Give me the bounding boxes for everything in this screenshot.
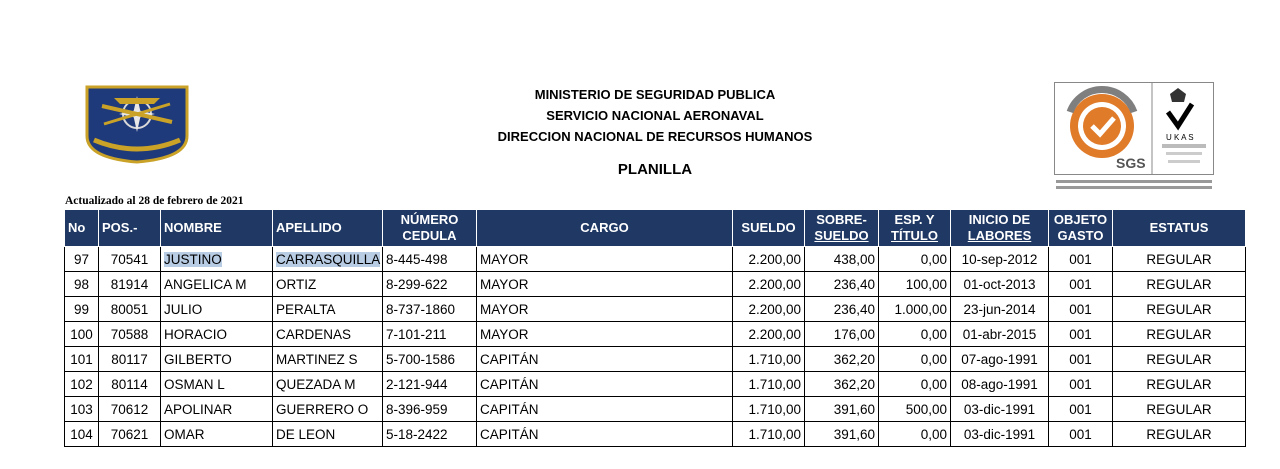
- column-header-cedula: NÚMERO CEDULA: [383, 210, 477, 247]
- cell-sueldo: 2.200,00: [733, 322, 805, 347]
- cell-cargo: CAPITÁN: [477, 422, 733, 447]
- cell-inicio-labores: 07-ago-1991: [951, 347, 1049, 372]
- sgs-ukas-certification-logo: [1054, 82, 1214, 194]
- cell-no: 104: [65, 422, 99, 447]
- cell-apellido: CARDENAS: [273, 322, 383, 347]
- cell-cedula: 7-101-211: [383, 322, 477, 347]
- cell-no: 101: [65, 347, 99, 372]
- cell-cargo: MAYOR: [477, 297, 733, 322]
- cell-esp-titulo: 0,00: [879, 347, 951, 372]
- aeronaval-emblem-logo: [84, 84, 190, 164]
- cell-cargo: MAYOR: [477, 272, 733, 297]
- svg-text:SGS: SGS: [1116, 155, 1146, 171]
- cell-inicio-labores: 10-sep-2012: [951, 247, 1049, 272]
- cell-cargo: MAYOR: [477, 322, 733, 347]
- cell-esp-titulo: 0,00: [879, 247, 951, 272]
- cell-cedula: 8-737-1860: [383, 297, 477, 322]
- cell-sueldo: 1.710,00: [733, 422, 805, 447]
- cell-apellido: DE LEON: [273, 422, 383, 447]
- cell-apellido: PERALTA: [273, 297, 383, 322]
- table-row: [65, 272, 1246, 297]
- cell-pos: 70621: [99, 422, 161, 447]
- cell-pos: 80051: [99, 297, 161, 322]
- cell-inicio-labores: 03-dic-1991: [951, 422, 1049, 447]
- column-header-nombre: NOMBRE: [161, 210, 273, 247]
- column-header-cargo: CARGO: [477, 210, 733, 247]
- table-row: [65, 347, 1246, 372]
- cell-no: 97: [65, 247, 99, 272]
- cell-sobresueldo: 391,60: [805, 397, 879, 422]
- cell-estatus: REGULAR: [1113, 347, 1246, 372]
- updated-date-note: Actualizado al 28 de febrero de 2021: [65, 195, 244, 207]
- cell-sobresueldo: 236,40: [805, 272, 879, 297]
- cell-cedula: 5-700-1586: [383, 347, 477, 372]
- cell-objeto-gasto: 001: [1049, 422, 1113, 447]
- cell-apellido: QUEZADA M: [273, 372, 383, 397]
- table-row: [65, 422, 1246, 447]
- cell-nombre: OMAR: [161, 422, 273, 447]
- table-header-row: [65, 210, 1246, 247]
- cell-inicio-labores: 01-abr-2015: [951, 322, 1049, 347]
- cell-estatus: REGULAR: [1113, 272, 1246, 297]
- column-header-sobresueldo: SOBRE- SUELDO: [805, 210, 879, 247]
- cell-estatus: REGULAR: [1113, 422, 1246, 447]
- cell-cedula: 2-121-944: [383, 372, 477, 397]
- column-header-apellido: APELLIDO: [273, 210, 383, 247]
- cell-sueldo: 2.200,00: [733, 247, 805, 272]
- column-header-no: No: [65, 210, 99, 247]
- cell-inicio-labores: 01-oct-2013: [951, 272, 1049, 297]
- cell-sobresueldo: 176,00: [805, 322, 879, 347]
- ministry-title: MINISTERIO DE SEGURIDAD PUBLICA: [534, 87, 776, 102]
- service-title: SERVICIO NACIONAL AERONAVAL: [546, 108, 764, 123]
- cell-apellido: ORTIZ: [273, 272, 383, 297]
- cell-sueldo: 2.200,00: [733, 297, 805, 322]
- cell-no: 98: [65, 272, 99, 297]
- cell-inicio-labores: 23-jun-2014: [951, 297, 1049, 322]
- cell-nombre: JULIO: [161, 297, 273, 322]
- cell-pos: 70612: [99, 397, 161, 422]
- cell-sobresueldo: 391,60: [805, 422, 879, 447]
- table-row: [65, 297, 1246, 322]
- cell-sobresueldo: 362,20: [805, 347, 879, 372]
- cell-esp-titulo: 1.000,00: [879, 297, 951, 322]
- cell-objeto-gasto: 001: [1049, 272, 1113, 297]
- cell-nombre: [161, 247, 273, 272]
- cell-nombre: HORACIO: [161, 322, 273, 347]
- column-header-estatus: ESTATUS: [1113, 210, 1246, 247]
- cell-objeto-gasto: 001: [1049, 372, 1113, 397]
- directorate-title: DIRECCION NACIONAL DE RECURSOS HUMANOS: [497, 129, 813, 144]
- cell-apellido: GUERRERO O: [273, 397, 383, 422]
- column-header-inicio-labores: INICIO DE LABORES: [951, 210, 1049, 247]
- cell-pos: 80114: [99, 372, 161, 397]
- cell-objeto-gasto: 001: [1049, 247, 1113, 272]
- cell-nombre: OSMAN L: [161, 372, 273, 397]
- cell-sueldo: 2.200,00: [733, 272, 805, 297]
- cell-estatus: REGULAR: [1113, 297, 1246, 322]
- cell-nombre: ANGELICA M: [161, 272, 273, 297]
- cell-no: 100: [65, 322, 99, 347]
- cell-estatus: REGULAR: [1113, 322, 1246, 347]
- cell-sobresueldo: 236,40: [805, 297, 879, 322]
- cell-estatus: REGULAR: [1113, 372, 1246, 397]
- cell-objeto-gasto: 001: [1049, 397, 1113, 422]
- cell-esp-titulo: 0,00: [879, 322, 951, 347]
- cell-inicio-labores: 03-dic-1991: [951, 397, 1049, 422]
- cell-no: 102: [65, 372, 99, 397]
- cell-objeto-gasto: 001: [1049, 347, 1113, 372]
- svg-text:U K A S: U K A S: [1166, 133, 1194, 142]
- cell-cargo: CAPITÁN: [477, 397, 733, 422]
- selected-text-apellido: CARRASQUILLA: [276, 251, 381, 267]
- cell-esp-titulo: 500,00: [879, 397, 951, 422]
- cell-cargo: CAPITÁN: [477, 372, 733, 397]
- cell-no: 103: [65, 397, 99, 422]
- cell-apellido: MARTINEZ S: [273, 347, 383, 372]
- table-row: [65, 247, 1246, 272]
- cell-pos: 80117: [99, 347, 161, 372]
- page-title: PLANILLA: [617, 161, 693, 178]
- table-row: [65, 397, 1246, 422]
- cell-objeto-gasto: 001: [1049, 322, 1113, 347]
- cell-sueldo: 1.710,00: [733, 347, 805, 372]
- table-row: [65, 372, 1246, 397]
- cell-no: 99: [65, 297, 99, 322]
- cell-cedula: 5-18-2422: [383, 422, 477, 447]
- column-header-objeto-gasto: OBJETO GASTO: [1049, 210, 1113, 247]
- cell-estatus: REGULAR: [1113, 247, 1246, 272]
- cell-cargo: CAPITÁN: [477, 347, 733, 372]
- selected-text-nombre: JUSTINO: [164, 251, 222, 267]
- cell-esp-titulo: 0,00: [879, 422, 951, 447]
- cell-sobresueldo: 362,20: [805, 372, 879, 397]
- cell-esp-titulo: 100,00: [879, 272, 951, 297]
- cell-cedula: 8-299-622: [383, 272, 477, 297]
- document-header: [380, 84, 930, 180]
- cell-inicio-labores: 08-ago-1991: [951, 372, 1049, 397]
- cell-objeto-gasto: 001: [1049, 297, 1113, 322]
- table-row: [65, 322, 1246, 347]
- cell-pos: 70588: [99, 322, 161, 347]
- cell-pos: 70541: [99, 247, 161, 272]
- cell-estatus: REGULAR: [1113, 397, 1246, 422]
- column-header-sueldo: SUELDO: [733, 210, 805, 247]
- cell-cargo: MAYOR: [477, 247, 733, 272]
- cell-sueldo: 1.710,00: [733, 397, 805, 422]
- column-header-esp-titulo: ESP. Y TÍTULO: [879, 210, 951, 247]
- cell-apellido: [273, 247, 383, 272]
- cell-cedula: 8-445-498: [383, 247, 477, 272]
- cell-nombre: APOLINAR: [161, 397, 273, 422]
- cell-sueldo: 1.710,00: [733, 372, 805, 397]
- cell-sobresueldo: 438,00: [805, 247, 879, 272]
- column-header-pos: POS.-: [99, 210, 161, 247]
- cell-pos: 81914: [99, 272, 161, 297]
- payroll-table: [64, 209, 1246, 447]
- cell-nombre: GILBERTO: [161, 347, 273, 372]
- cell-cedula: 8-396-959: [383, 397, 477, 422]
- cell-esp-titulo: 0,00: [879, 372, 951, 397]
